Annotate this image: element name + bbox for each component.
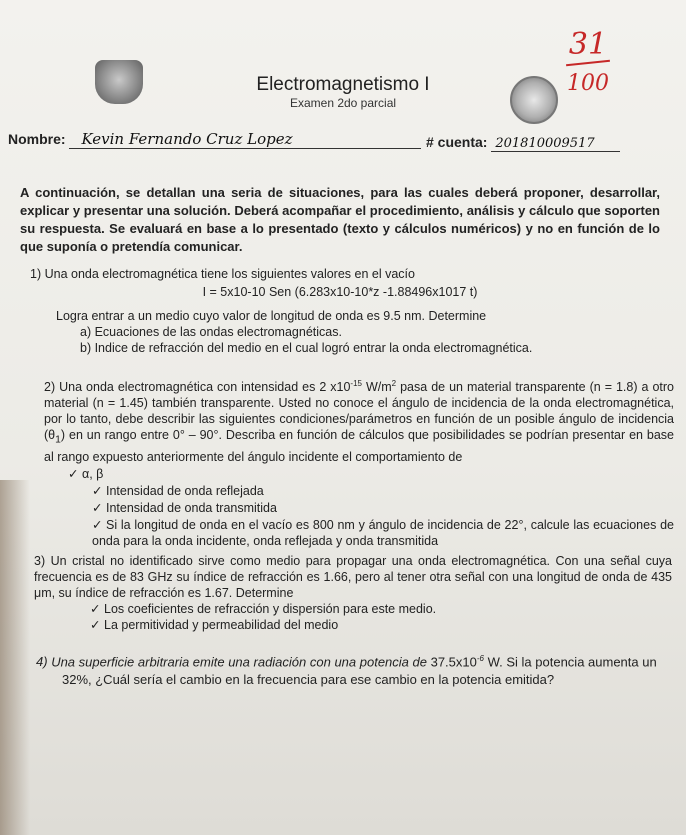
q1-text: Una onda electromagnética tiene los siguientes valores en el vacío bbox=[44, 267, 415, 281]
q2-check-item bbox=[92, 483, 674, 499]
check-icon: ✓ bbox=[90, 602, 101, 616]
q2-check-text: Intensidad de onda reflejada bbox=[106, 483, 264, 498]
grade-total: 100 bbox=[567, 71, 609, 96]
grade-score: 31 bbox=[568, 27, 608, 62]
q2-check-item bbox=[68, 466, 674, 482]
q2-exponent: -15 bbox=[350, 379, 362, 388]
q1-option-a: a) Ecuaciones de las ondas electromagnéticas. bbox=[80, 325, 342, 339]
q3-check-text: Los coeficientes de refracción y dispersión para este medio. bbox=[104, 602, 437, 616]
q2-text-part: Una onda electromagnética con intensidad es 2 x10 bbox=[59, 380, 351, 395]
name-label: Nombre: bbox=[8, 131, 66, 147]
name-row bbox=[8, 130, 421, 149]
q3-check-item bbox=[90, 617, 672, 633]
question-1 bbox=[30, 266, 650, 356]
account-row bbox=[426, 134, 620, 152]
q4-number: 4) bbox=[36, 654, 48, 670]
exam-subtitle: Examen 2do parcial bbox=[289, 96, 397, 110]
q3-text-row bbox=[34, 553, 672, 601]
q2-number: 2) bbox=[44, 380, 56, 395]
q2-check-item bbox=[92, 517, 674, 549]
q2-check-text: Intensidad de onda transmitida bbox=[106, 500, 277, 515]
grade-mark bbox=[563, 27, 613, 99]
check-icon: ✓ bbox=[92, 500, 103, 515]
q2-text-part: W/m bbox=[361, 380, 392, 395]
q4-power-exponent: -6 bbox=[476, 654, 484, 663]
q3-checklist bbox=[90, 601, 672, 633]
name-line bbox=[69, 130, 421, 149]
q2-check-item bbox=[92, 500, 674, 516]
q4-text-part: Una superficie arbitraria emite una radiación con una potencia de bbox=[51, 654, 431, 670]
exam-title: Electromagnetismo I bbox=[256, 74, 430, 95]
q1-intro: Logra entrar a un medio cuyo valor de longitud de onda es 9.5 nm. Determine bbox=[56, 309, 487, 323]
q3-number: 3) bbox=[34, 554, 46, 568]
account-value: 201810009517 bbox=[495, 136, 595, 151]
q3-check-item bbox=[90, 601, 672, 617]
q2-text-part: pasa de un material transparente (n = 1.8) a otro material (n = 1.45) también transparente. Usted no conoce el ángulo de incidencia de la onda electromagnética, por lo tanto, debe describir las siguientes condiciones/parámetros en función de un posible ángulo de incidencia (θ bbox=[44, 380, 674, 443]
q1-number: 1) bbox=[30, 267, 42, 281]
instructions-paragraph: A continuación, se detallan una seria de situaciones, para las cuales deberá proponer, desarrollar, explicar y presentar una solución. Deberá acompañar el procedimiento, análisis y cálculo que soporten su respuesta. Se evaluará en base a lo presentado (texto y cálculos numéricos) y no en función de lo que suponía o pretendía comunicar. bbox=[20, 185, 660, 254]
q2-check-text: α, β bbox=[82, 466, 104, 481]
q2-check-text: Si la longitud de onda en el vacío es 800 nm y ángulo de incidencia de 22°, calcule las ecuaciones de onda para la onda incidente, onda reflejada y onda transmitida bbox=[92, 517, 674, 548]
q2-text bbox=[44, 376, 674, 465]
q2-text-part: ) en un rango entre 0° – 90°. Describa en función de cálculos que posibilidades se podrían presentar en base al rango expuesto anteriormente del ángulo incidente el comportamiento de bbox=[44, 428, 674, 464]
question-2 bbox=[44, 376, 674, 550]
q4-power-value: 37.5x10 bbox=[430, 654, 477, 670]
q4-power-unit: W. bbox=[483, 654, 503, 670]
name-value: Kevin Fernando Cruz Lopez bbox=[81, 130, 293, 148]
q2-checklist bbox=[68, 466, 674, 549]
check-icon: ✓ bbox=[90, 618, 101, 632]
check-icon: ✓ bbox=[92, 517, 103, 532]
q3-text: Un cristal no identificado sirve como medio para propagar una onda electromagnética. Con una señal cuya frecuencia es de 83 GHz su índice de refracción es 1.66, pero al tener otra señal con una longitud de onda de 435 μm, su índice de refracción es 1.67. Determine bbox=[34, 554, 672, 600]
check-icon: ✓ bbox=[68, 466, 79, 481]
account-line bbox=[491, 134, 620, 152]
q3-check-text: La permitividad y permeabilidad del medio bbox=[104, 618, 339, 632]
q1-formula: I = 5x10-10 Sen (6.283x10-10*z -1.88496x1017 t) bbox=[202, 285, 478, 299]
q2-subscript: 1 bbox=[55, 434, 61, 446]
account-label: # cuenta: bbox=[426, 134, 488, 150]
page-shadow bbox=[0, 480, 30, 835]
question-4 bbox=[36, 650, 674, 689]
q2-unit-exponent: 2 bbox=[391, 379, 397, 388]
q1-option-b: b) Indice de refracción del medio en el cual logró entrar la onda electromagnética. bbox=[80, 341, 533, 355]
question-3 bbox=[34, 553, 672, 633]
q4-text-part: Si la potencia aumenta un 32%, ¿Cuál sería el cambio en la frecuencia para ese cambio en la potencia emitida? bbox=[62, 654, 657, 688]
check-icon: ✓ bbox=[92, 483, 103, 498]
